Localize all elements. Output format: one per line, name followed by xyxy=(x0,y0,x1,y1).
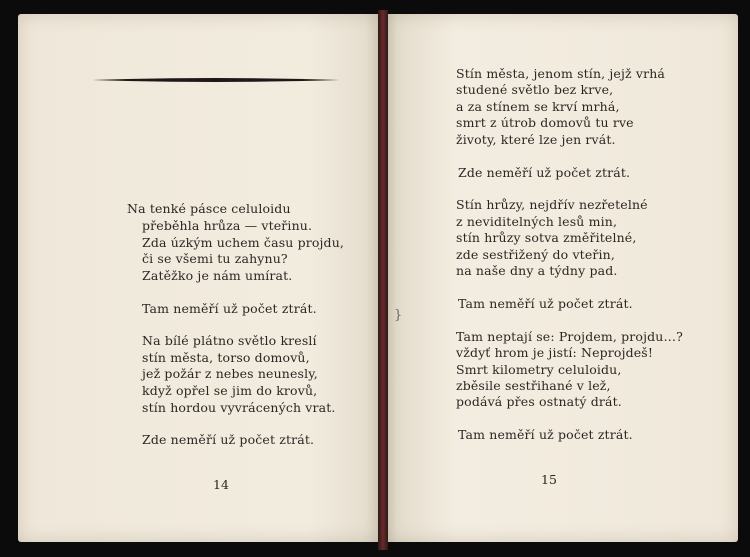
right-poem-line: stín hrůzy sotva změřitelné, xyxy=(456,230,637,246)
left-poem-line: Na tenké pásce celuloidu xyxy=(127,201,291,216)
book-gutter xyxy=(378,10,388,550)
left-poem-line: Zatěžko je nám umírat. xyxy=(142,268,293,284)
right-poem-line: vždyť hrom je jistí: Neprojdeš! xyxy=(456,345,654,361)
left-poem-line: Zda úzkým uchem času projdu, xyxy=(142,234,345,250)
right-poem-line: Tam neptají se: Projdem, projdu…? xyxy=(456,328,683,344)
right-poem-line: studené světlo bez krve, xyxy=(456,82,614,98)
left-poem-line: či se všemi tu zahynu? xyxy=(142,251,288,267)
right-poem-line: Stín hrůzy, nejdřív nezřetelné xyxy=(456,197,648,213)
right-poem-line: Zde neměří už počet ztrát. xyxy=(458,164,631,180)
gutter-mark: } xyxy=(394,308,403,323)
right-poem-line: zběsile sestřihané v lež, xyxy=(456,378,611,393)
right-poem-line: zde sestřižený do vteřin, xyxy=(456,246,615,262)
page-number-left: 14 xyxy=(213,477,229,492)
right-poem-line: smrt z útrob domovů tu rve xyxy=(456,115,634,131)
right-poem-line: Tam neměří už počet ztrát. xyxy=(458,427,633,443)
left-poem-line: stín hordou vyvrácených vrat. xyxy=(142,400,336,415)
page-number-right: 15 xyxy=(541,472,557,487)
right-poem-line: podává přes ostnatý drát. xyxy=(456,394,622,410)
right-poem-line: životy, které lze jen rvát. xyxy=(456,131,616,147)
left-poem-line: Tam neměří už počet ztrát. xyxy=(142,300,317,316)
left-poem-line: když opřel se jim do krovů, xyxy=(142,383,318,399)
ornament-rule xyxy=(92,76,340,84)
right-poem-line: na naše dny a týdny pad. xyxy=(456,263,618,278)
right-poem-line: Tam neměří už počet ztrát. xyxy=(458,295,633,311)
right-poem-line: Stín města, jenom stín, jejž vrhá xyxy=(456,66,666,81)
left-poem-line: přeběhla hrůza — vteřinu. xyxy=(142,217,313,233)
left-poem-line: jež požár z nebes neunesly, xyxy=(142,366,318,382)
right-poem-line: a za stínem se krví mrhá, xyxy=(456,98,620,114)
left-poem-line: stín města, torso domovů, xyxy=(142,349,310,365)
left-poem-line: Na bílé plátno světlo kreslí xyxy=(142,332,317,348)
right-poem-line: z neviditelných lesů min, xyxy=(456,213,618,229)
left-poem-line: Zde neměří už počet ztrát. xyxy=(142,432,315,448)
right-poem-line: Smrt kilometry celuloidu, xyxy=(456,361,622,377)
